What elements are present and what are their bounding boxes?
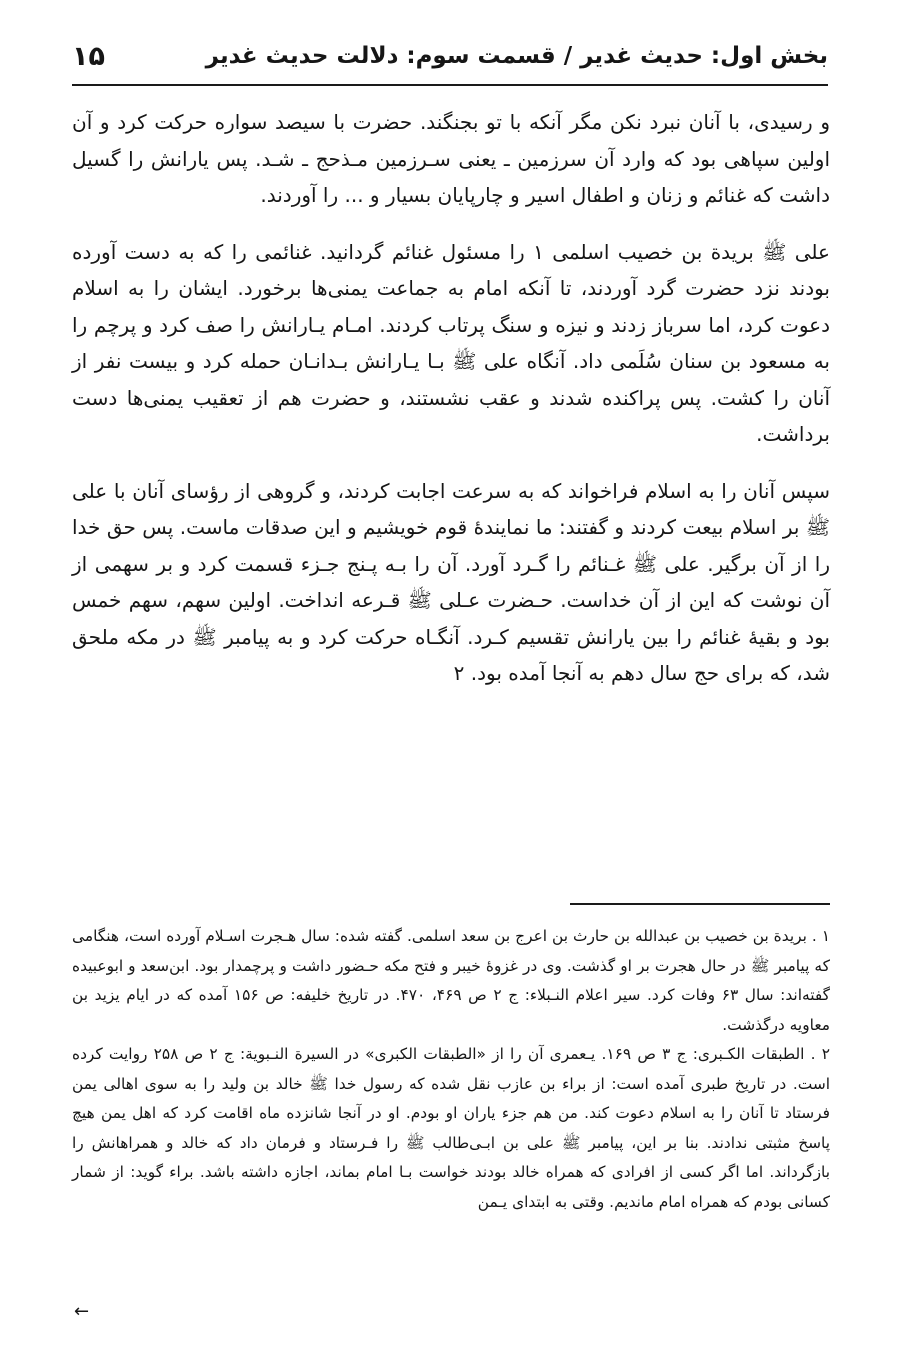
chapter-title: بخش اول: حدیث غدیر / قسمت سوم: دلالت حدیث غدیر	[205, 43, 828, 69]
body-text	[72, 104, 830, 712]
footnote: ۲ . الطبقات الکـبری: ج ۳ ص ۱۶۹. یـعمری آن را از «الطبقات الکبری» در السیرة النـبویة: ج ۲ ص ۲۵۸ روایت کرده است. در تاریخ طبری آمده است: از براء بن عازب نقل شده که رسول خدا ﷺ خالد بن ولید را به سوی اهالی یمن فرستاد تا آنان را به اسلام دعوت کند. من هم جزء یاران او بودم. او در آنجا شانزده ماه اقامت کرد که اهل یمن هیچ پاسخ مثبتی ندادند. بنا بر این، پیامبر ﷺ علی بن ابـی‌طالب ﷺ را فـرستاد و فرمان داد که خالد و همراهانش را بازگرداند. اما اگر کسی از افرادی که همراه خالد بودند خواست بـا امام بماند، اجازه داشته باشد. براء گوید: از شمار کسانی بودم که همراه امام ماندیم. وقتی به ابتدای یـمن	[72, 1045, 830, 1211]
page-number: ۱۵	[72, 40, 105, 72]
body-paragraph: سپس آنان را به اسلام فراخواند که به سرعت اجابت کردند، و گروهی از رؤسای آنان با علی ﷺ بر اسلام بیعت کردند و گفتند: ما نمایندۀ قوم خویشیم و این صدقات ماست. پس حق خدا را از آن برگیر. علی ﷺ غـنائم را گـرد آورد. آن را بـه پـنج جـزء قسمت کرد و بر سهمی از آن نوشت که این از آن خداست. حـضرت عـلی ﷺ قـرعه انداخت. اولین سهم، سهم خمس بود و بقیۀ غنائم را بین یارانش تقسیم کـرد. آنگـاه حرکت کرد و به پیامبر ﷺ در مکه ملحق شد، که برای حج سال دهم به آنجا آمده بود. ۲	[72, 478, 830, 685]
footnotes	[72, 922, 830, 1217]
running-header	[72, 28, 828, 86]
body-paragraph: و رسیدی، با آنان نبرد نکن مگر آنکه با تو بجنگند. حضرت با سیصد سواره حرکت کرد و آن اولین سپاهی بود که وارد آن سرزمین ـ یعنی سـرزمین مـذحج ـ شـد. پس یارانش را گسیل داشت که غنائم و زنان و اطفال اسیر و چارپایان بسیار و ... را آوردند.	[72, 110, 830, 207]
footnote-divider	[570, 903, 830, 905]
body-paragraph: علی ﷺ بریدة بن خصیب اسلمی ۱ را مسئول غنائم گردانید. غنائمی را که به دست آورده بودند نزد حضرت گرد آوردند، تا آنکه امام به جماعت یمنی‌ها برخورد. ایشان را به اسلام دعوت کرد، اما سرباز زدند و نیزه و سنگ پرتاب کردند. امـام یـارانش را صف کرد و پرچم را به مسعود بن سنان سُلَمی داد. آنگاه علی ﷺ بـا یـارانش بـدانـان حمله کرد و بیست نفر از آنان را کشت. پس پراکنده شدند و عقب نشستند، و حضرت هم از تعقیب یمنی‌ها دست برداشت.	[72, 239, 830, 446]
continue-arrow-icon: ←	[74, 1301, 90, 1322]
footnote: ۱ . بریدة بن خصیب بن عبدالله بن حارث بن اعرج بن سعد اسلمی. گفته شده: سال هـجرت اسـلام آورده است، هنگامی که پیامبر ﷺ در حال هجرت بر او گذشت. وی در غزوۀ خیبر و فتح مکه حـضور داشت و پرچمدار بود. ابن‌سعد و ابوعبیده گفته‌اند: سال ۶۳ وفات کرد. سیر اعلام النـبلاء: ج ۲ ص ۴۶۹، ۴۷۰. در تاریخ خلیفه: ص ۱۵۶ آمده که در ایام یزید بن معاویه درگذشت.	[72, 927, 830, 1034]
